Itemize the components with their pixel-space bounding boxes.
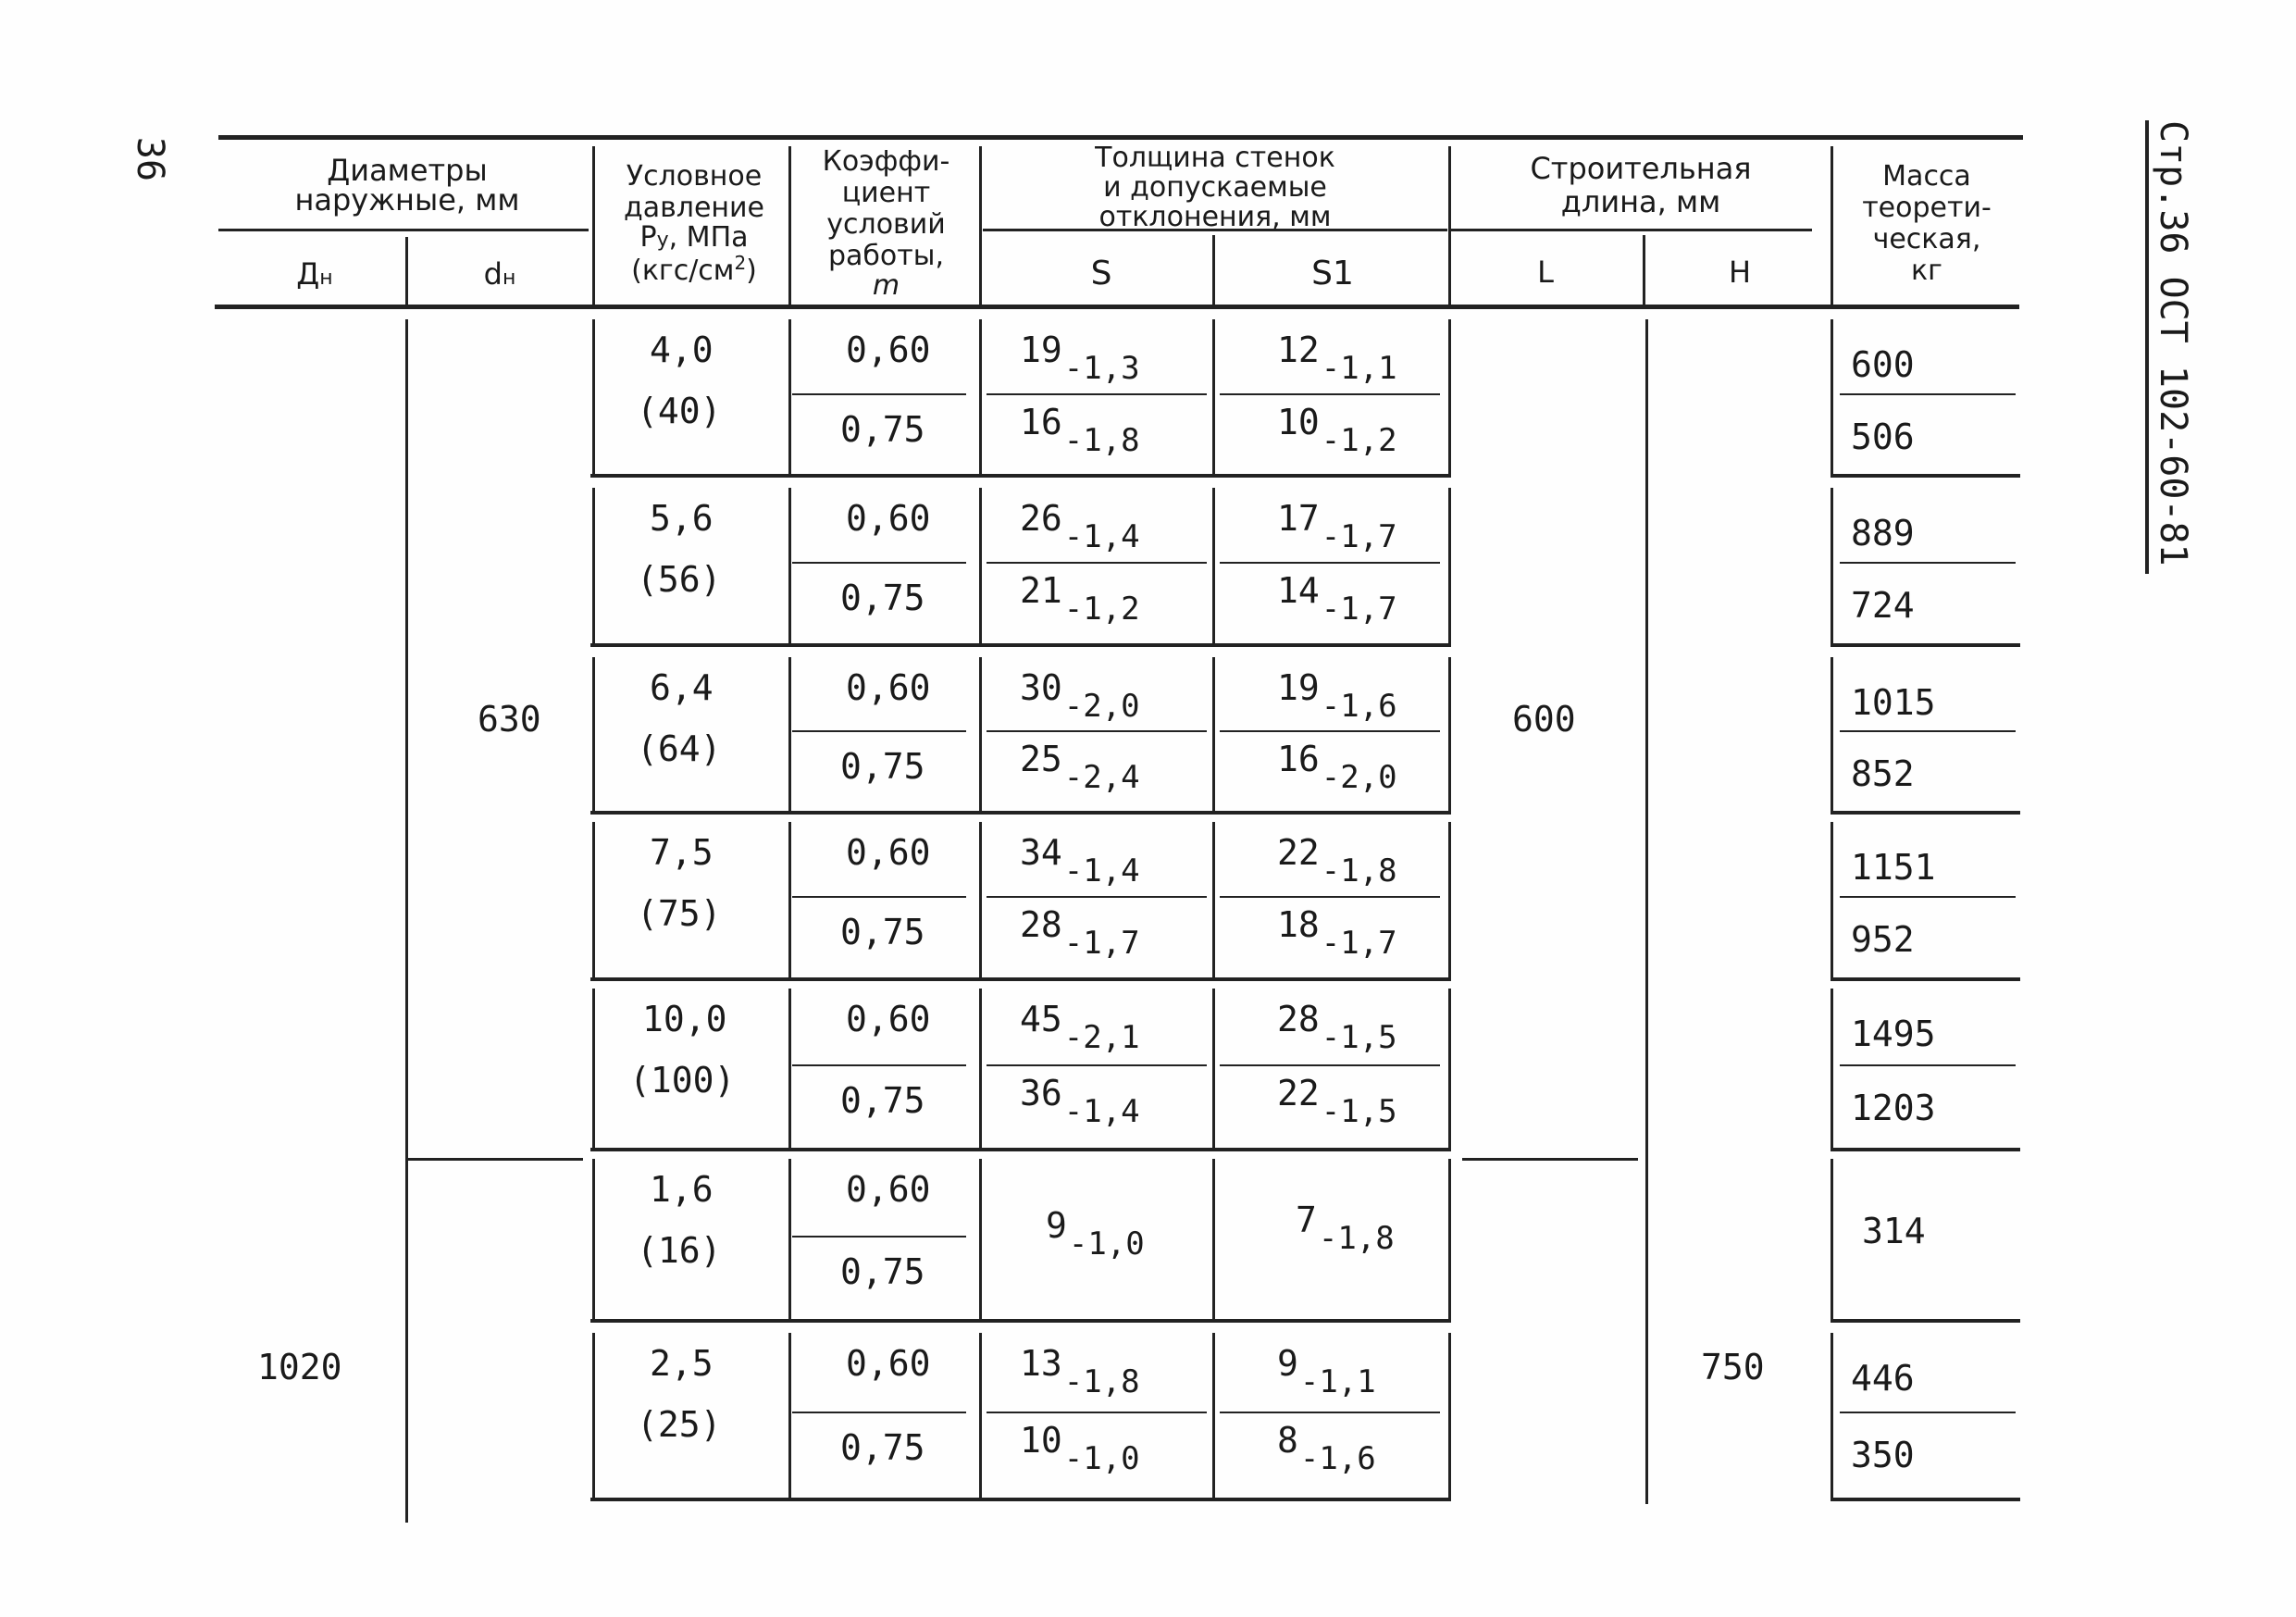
page-number: 36 [129, 136, 172, 182]
group-split-rule [987, 1064, 1207, 1066]
mass-value: 724 [1851, 585, 1915, 626]
group-divider-v [979, 989, 982, 1148]
group-divider-v [1212, 319, 1215, 474]
group-split-rule [1840, 393, 2016, 395]
thickness-s1-base: 22 [1277, 832, 1320, 873]
pressure-mpa: 7,5 [650, 832, 714, 873]
thickness-s1-tolerance: -1,7 [1321, 591, 1397, 628]
thickness-s1-base: 10 [1277, 402, 1320, 442]
thickness-s [1020, 1420, 1140, 1477]
group-bottom-rule [590, 1319, 1451, 1323]
group-divider-v [592, 657, 595, 811]
thickness-s1 [1296, 1200, 1395, 1257]
thickness-s-tolerance: -2,4 [1063, 759, 1140, 796]
pressure-kgf: (56) [637, 559, 722, 600]
group-split-rule [792, 562, 966, 564]
group-divider-v [788, 319, 791, 474]
group-divider-v [1448, 319, 1451, 474]
group-divider-v [592, 1333, 595, 1498]
thickness-s [1020, 570, 1140, 628]
group-bottom-rule [590, 811, 1451, 815]
thickness-s1-tolerance: -1,7 [1321, 518, 1397, 555]
coef-value: 0,60 [846, 667, 931, 708]
mass-value: 506 [1851, 417, 1915, 457]
group-bottom-rule-mass [1831, 977, 2020, 981]
thickness-s-tolerance: -2,1 [1063, 1019, 1140, 1056]
dn-big-value: 1020 [257, 1347, 342, 1387]
thickness-s-base: 45 [1020, 999, 1062, 1039]
thickness-s [1046, 1205, 1145, 1263]
thickness-s [1020, 1343, 1140, 1400]
group-divider-v [592, 488, 595, 643]
thickness-s1 [1277, 1343, 1376, 1400]
group-divider-v [788, 657, 791, 811]
mass-value: 600 [1851, 344, 1915, 385]
group-split-rule [792, 896, 966, 898]
thickness-s1 [1277, 832, 1397, 889]
header-length: Строительная длина, мм [1530, 151, 1752, 219]
thickness-s-tolerance: -1,4 [1063, 852, 1140, 889]
group-divider-v [979, 488, 982, 643]
coef-value: 0,75 [840, 912, 925, 952]
group-bottom-rule-mass [1831, 1148, 2020, 1151]
group-divider-v [1212, 989, 1215, 1148]
group-divider-v [979, 822, 982, 977]
header-pressure: Условное давление Ру, МПа $(кгс/см^2)$ [623, 160, 764, 287]
header-mass: Масса теорети- ческая, кг [1862, 160, 1992, 287]
group-bottom-rule-mass [1831, 474, 2020, 478]
mass-value: 889 [1851, 513, 1915, 554]
group-split-rule [1220, 1064, 1440, 1066]
group-divider-v [592, 1159, 595, 1319]
thickness-s1 [1277, 570, 1397, 628]
coef-value: 0,60 [846, 999, 931, 1039]
group-divider-v [979, 1159, 982, 1319]
group-bottom-rule-mass [1831, 811, 2020, 815]
group-bottom-rule [590, 474, 1451, 478]
group-bottom-rule-mass [1831, 643, 2020, 647]
thickness-s1-tolerance: -1,8 [1321, 852, 1397, 889]
thickness-s-tolerance: -1,7 [1063, 925, 1140, 962]
group-bottom-rule [590, 1148, 1451, 1151]
group-divider-v [1831, 1159, 1833, 1319]
thickness-s1-tolerance: -1,1 [1321, 350, 1397, 387]
group-split-rule [1840, 730, 2016, 732]
thickness-s1 [1277, 402, 1397, 459]
thickness-s1-base: 12 [1277, 330, 1320, 370]
thickness-s-base: 13 [1020, 1343, 1062, 1384]
thickness-s1-base: 18 [1277, 904, 1320, 945]
pressure-kgf: (64) [637, 728, 722, 769]
mass-value: 446 [1851, 1358, 1915, 1399]
thickness-s1 [1277, 667, 1397, 725]
thickness-s-base: 36 [1020, 1073, 1062, 1113]
group-split-rule [1840, 896, 2016, 898]
thickness-s-tolerance: -1,4 [1063, 1093, 1140, 1130]
group-split-rule [1840, 562, 2016, 564]
coef-value: 0,60 [846, 832, 931, 873]
group-split-rule [1220, 896, 1440, 898]
group-divider-v [1448, 488, 1451, 643]
group-divider-v [1212, 1159, 1215, 1319]
group-divider-v [1212, 1333, 1215, 1498]
group-split-rule [1840, 1064, 2016, 1066]
group-divider-v [592, 822, 595, 977]
thickness-s-tolerance: -1,0 [1068, 1225, 1145, 1263]
pressure-mpa: 1,6 [650, 1169, 714, 1210]
thickness-s [1020, 832, 1140, 889]
thickness-s [1020, 667, 1140, 725]
thickness-s-base: 16 [1020, 402, 1062, 442]
group-divider-v [1831, 657, 1833, 811]
H-value: 750 [1701, 1347, 1765, 1387]
thickness-s1 [1277, 904, 1397, 962]
header-L: L [1537, 255, 1554, 290]
thickness-s-tolerance: -2,0 [1063, 688, 1140, 725]
group-split-rule [987, 562, 1207, 564]
mass-value: 1015 [1851, 682, 1936, 723]
group-divider-v [1831, 1333, 1833, 1498]
group-bottom-rule [590, 643, 1451, 647]
group-divider-v [592, 989, 595, 1148]
group-divider-v [788, 1333, 791, 1498]
group-split-rule [987, 393, 1207, 395]
thickness-s1-tolerance: -1,5 [1321, 1019, 1397, 1056]
document-code: Стр.36 ОСТ 102-60-81 [2152, 120, 2194, 566]
mass-value: 952 [1851, 919, 1915, 960]
group-divider-v [1448, 657, 1451, 811]
thickness-s1-base: 8 [1277, 1420, 1298, 1461]
thickness-s1-tolerance: -1,6 [1299, 1440, 1376, 1477]
coef-value: 0,60 [846, 1169, 931, 1210]
group-divider-v [1448, 1159, 1451, 1319]
mass-value: 350 [1851, 1435, 1915, 1475]
header-s: S [1090, 255, 1112, 292]
thickness-s1-tolerance: -1,6 [1321, 688, 1397, 725]
thickness-s-base: 21 [1020, 570, 1062, 611]
group-divider-v [788, 822, 791, 977]
pressure-kgf: (16) [637, 1230, 722, 1271]
group-divider-v [1448, 1333, 1451, 1498]
pressure-mpa: 10,0 [642, 999, 727, 1039]
pressure-mpa: 2,5 [650, 1343, 714, 1384]
thickness-s1 [1277, 1073, 1397, 1130]
header-dn-small: dн [483, 256, 516, 292]
group-split-rule [1840, 1412, 2016, 1413]
L-value: 600 [1512, 699, 1576, 740]
thickness-s-tolerance: -1,0 [1063, 1440, 1140, 1477]
thickness-s [1020, 402, 1140, 459]
mass-value: 314 [1862, 1211, 1926, 1251]
group-split-rule [792, 1236, 966, 1238]
group-divider-v [979, 1333, 982, 1498]
thickness-s1-base: 14 [1277, 570, 1320, 611]
thickness-s1-base: 19 [1277, 667, 1320, 708]
thickness-s1-base: 28 [1277, 999, 1320, 1039]
pressure-kgf: (75) [637, 893, 722, 934]
thickness-s [1020, 739, 1140, 796]
header-H: H [1728, 255, 1752, 290]
group-split-rule [987, 896, 1207, 898]
thickness-s [1020, 1073, 1140, 1130]
header-dn-big: Дн [296, 256, 333, 292]
group-split-rule [792, 1412, 966, 1413]
pressure-mpa: 4,0 [650, 330, 714, 370]
thickness-s-base: 10 [1020, 1420, 1062, 1461]
group-divider-v [1831, 488, 1833, 643]
thickness-s [1020, 999, 1140, 1056]
group-divider-v [1212, 488, 1215, 643]
group-split-rule [1220, 1412, 1440, 1413]
thickness-s-base: 25 [1020, 739, 1062, 779]
coef-value: 0,60 [846, 330, 931, 370]
thickness-s1-tolerance: -2,0 [1321, 759, 1397, 796]
thickness-s1-tolerance: -1,8 [1318, 1220, 1395, 1257]
coef-value: 0,75 [840, 746, 925, 787]
group-divider-v [1212, 657, 1215, 811]
group-bottom-rule-mass [1831, 1319, 2020, 1323]
thickness-s [1020, 904, 1140, 962]
group-divider-v [592, 319, 595, 474]
group-divider-v [1212, 822, 1215, 977]
group-divider-v [1448, 822, 1451, 977]
coef-value: 0,75 [840, 1427, 925, 1468]
thickness-s1-tolerance: -1,1 [1299, 1363, 1376, 1400]
thickness-s [1020, 498, 1140, 555]
thickness-s1-tolerance: -1,5 [1321, 1093, 1397, 1130]
header-thickness: Толщина стенок и допускаемые отклонения, мм [1095, 142, 1335, 233]
thickness-s1-base: 9 [1277, 1343, 1298, 1384]
header-diameters: Диаметры наружные, мм [294, 153, 520, 218]
thickness-s-base: 26 [1020, 498, 1062, 539]
mass-value: 1151 [1851, 847, 1936, 888]
thickness-s1-base: 7 [1296, 1200, 1317, 1240]
group-divider-v [1448, 989, 1451, 1148]
group-divider-v [979, 319, 982, 474]
group-split-rule [987, 1412, 1207, 1413]
group-divider-v [1831, 319, 1833, 474]
group-divider-v [1831, 822, 1833, 977]
group-bottom-rule [590, 977, 1451, 981]
thickness-s-tolerance: -1,2 [1063, 591, 1140, 628]
mass-value: 1495 [1851, 1014, 1936, 1054]
header-s1: S1 [1311, 255, 1354, 292]
group-divider-v [1831, 989, 1833, 1148]
group-split-rule [1220, 393, 1440, 395]
thickness-s-tolerance: -1,8 [1063, 1363, 1140, 1400]
coef-value: 0,75 [840, 409, 925, 450]
coef-value: 0,75 [840, 1080, 925, 1121]
thickness-s1 [1277, 330, 1397, 387]
group-split-rule [792, 730, 966, 732]
group-bottom-rule [590, 1498, 1451, 1501]
thickness-s [1020, 330, 1140, 387]
mass-value: 1203 [1851, 1088, 1936, 1128]
group-split-rule [792, 1064, 966, 1066]
thickness-s1-base: 16 [1277, 739, 1320, 779]
thickness-s1 [1277, 739, 1397, 796]
thickness-s1 [1277, 999, 1397, 1056]
pressure-kgf: (100) [629, 1060, 736, 1101]
pressure-kgf: (40) [637, 391, 722, 431]
thickness-s-tolerance: -1,4 [1063, 518, 1140, 555]
group-divider-v [788, 1159, 791, 1319]
coef-value: 0,75 [840, 578, 925, 618]
group-split-rule [1220, 562, 1440, 564]
pressure-kgf: (25) [637, 1404, 722, 1445]
thickness-s1 [1277, 498, 1397, 555]
thickness-s1-tolerance: -1,2 [1321, 422, 1397, 459]
document-code-underline [2145, 120, 2149, 574]
thickness-s-base: 9 [1046, 1205, 1067, 1246]
coef-value: 0,60 [846, 498, 931, 539]
group-divider-v [788, 989, 791, 1148]
thickness-s-tolerance: -1,3 [1063, 350, 1140, 387]
group-split-rule [1220, 730, 1440, 732]
thickness-s-base: 34 [1020, 832, 1062, 873]
mass-value: 852 [1851, 753, 1915, 794]
pressure-mpa: 6,4 [650, 667, 714, 708]
thickness-s-base: 19 [1020, 330, 1062, 370]
thickness-s-base: 28 [1020, 904, 1062, 945]
group-bottom-rule-mass [1831, 1498, 2020, 1501]
group-divider-v [979, 657, 982, 811]
group-divider-v [788, 488, 791, 643]
coef-value: 0,60 [846, 1343, 931, 1384]
thickness-s1-base: 22 [1277, 1073, 1320, 1113]
group-split-rule [792, 393, 966, 395]
pressure-mpa: 5,6 [650, 498, 714, 539]
thickness-s1-base: 17 [1277, 498, 1320, 539]
group-split-rule [987, 730, 1207, 732]
thickness-s1 [1277, 1420, 1376, 1477]
thickness-s-base: 30 [1020, 667, 1062, 708]
coef-value: 0,75 [840, 1251, 925, 1292]
thickness-s1-tolerance: -1,7 [1321, 925, 1397, 962]
thickness-s-tolerance: -1,8 [1063, 422, 1140, 459]
dn-small-value: 630 [478, 699, 541, 740]
header-coefficient: Коэффи- циент условий работы, m [822, 145, 950, 302]
